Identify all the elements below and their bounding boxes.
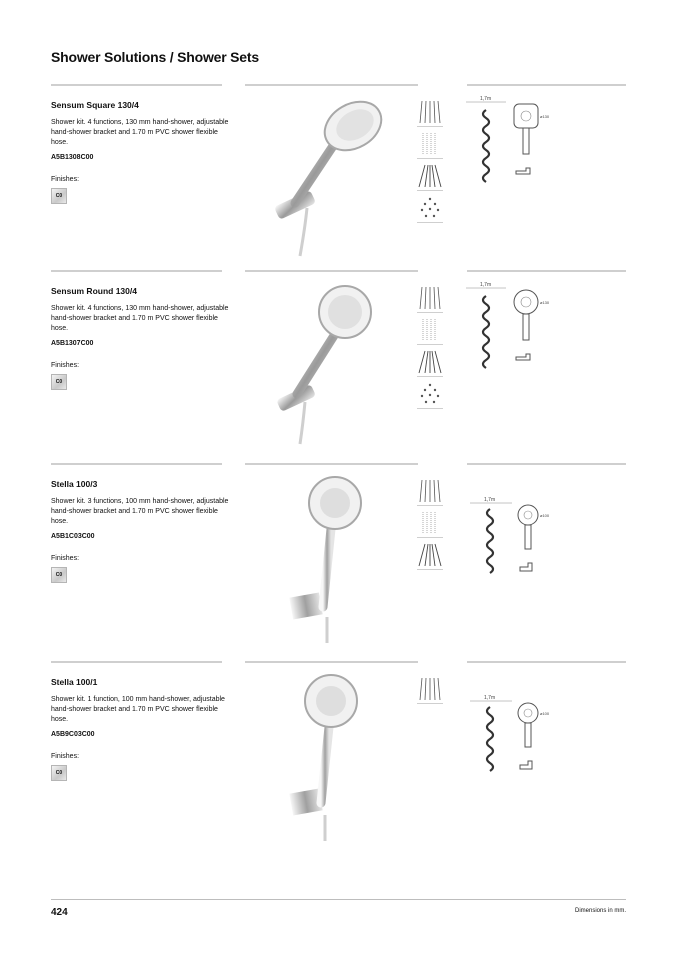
spray-mist-icon bbox=[417, 130, 443, 159]
hose-length-label: 1,7m bbox=[480, 96, 492, 102]
hose-length-label: 1,7m bbox=[484, 695, 496, 701]
finishes-label: Finishes: bbox=[51, 362, 80, 369]
spray-functions bbox=[417, 675, 445, 707]
finish-swatch: C0 bbox=[51, 567, 67, 583]
technical-drawing bbox=[466, 673, 566, 783]
spray-rain-icon bbox=[417, 284, 443, 313]
product-description: Shower kit. 1 function, 100 mm hand-shower, adjustable hand-shower bracket and 1.70 m PVC shower flexible hose. bbox=[51, 696, 225, 723]
hose-length-label: 1,7m bbox=[484, 497, 496, 503]
product-description: Shower kit. 4 functions, 130 mm hand-shower, adjustable hand-shower bracket and 1.70 m PVC shower flexible hose. bbox=[51, 119, 229, 146]
divider bbox=[467, 463, 626, 465]
page-number: 424 bbox=[51, 907, 68, 918]
spray-massage-icon bbox=[417, 541, 443, 570]
dimensions-note: Dimensions in mm. bbox=[574, 908, 626, 914]
divider bbox=[245, 270, 418, 272]
diameter-label: ø100 bbox=[540, 711, 550, 716]
spray-functions bbox=[417, 477, 445, 573]
finishes-label: Finishes: bbox=[51, 555, 80, 562]
spray-rain-icon bbox=[417, 98, 443, 127]
spray-drops-icon bbox=[417, 194, 443, 223]
spray-mist-icon bbox=[417, 509, 443, 538]
finishes-label: Finishes: bbox=[51, 176, 80, 183]
divider bbox=[245, 84, 418, 86]
spray-rain-icon bbox=[417, 477, 443, 506]
page-title: Shower Solutions / Shower Sets bbox=[51, 49, 259, 65]
divider bbox=[245, 463, 418, 465]
spray-functions bbox=[417, 98, 445, 226]
product-code: A5B1307C00 bbox=[51, 340, 94, 347]
hand-shower-stella-photo bbox=[245, 665, 405, 841]
technical-drawing bbox=[466, 96, 566, 206]
spray-massage-icon bbox=[417, 162, 443, 191]
divider bbox=[467, 270, 626, 272]
footer-divider bbox=[51, 899, 626, 900]
hand-shower-round-photo bbox=[245, 274, 405, 450]
product-name: Sensum Square 130/4 bbox=[51, 100, 139, 110]
product-name: Stella 100/1 bbox=[51, 677, 98, 687]
divider bbox=[467, 84, 626, 86]
technical-drawing bbox=[466, 475, 566, 585]
divider bbox=[51, 270, 222, 272]
divider bbox=[51, 463, 222, 465]
divider bbox=[51, 84, 222, 86]
divider bbox=[51, 661, 222, 663]
divider bbox=[245, 661, 418, 663]
spray-massage-icon bbox=[417, 348, 443, 377]
hose-length-label: 1,7m bbox=[480, 282, 492, 288]
product-name: Stella 100/3 bbox=[51, 479, 98, 489]
hand-shower-square-photo bbox=[245, 88, 405, 264]
product-code: A5B9C03C00 bbox=[51, 731, 95, 738]
product-code: A5B1308C00 bbox=[51, 154, 94, 161]
finishes-label: Finishes: bbox=[51, 753, 80, 760]
diameter-label: ø130 bbox=[540, 114, 550, 119]
spray-drops-icon bbox=[417, 380, 443, 409]
technical-drawing bbox=[466, 282, 566, 392]
diameter-label: ø130 bbox=[540, 300, 550, 305]
diameter-label: ø100 bbox=[540, 513, 550, 518]
finish-swatch: C0 bbox=[51, 765, 67, 781]
product-name: Sensum Round 130/4 bbox=[51, 286, 137, 296]
hand-shower-stella-photo bbox=[245, 467, 405, 643]
product-description: Shower kit. 4 functions, 130 mm hand-shower, adjustable hand-shower bracket and 1.70 m PVC shower flexible hose. bbox=[51, 305, 229, 332]
spray-functions bbox=[417, 284, 445, 412]
spray-rain-icon bbox=[417, 675, 443, 704]
product-description: Shower kit. 3 functions, 100 mm hand-shower, adjustable hand-shower bracket and 1.70 m PVC shower flexible hose. bbox=[51, 498, 229, 525]
finish-swatch: C0 bbox=[51, 374, 67, 390]
spray-mist-icon bbox=[417, 316, 443, 345]
divider bbox=[467, 661, 626, 663]
product-code: A5B1C03C00 bbox=[51, 533, 95, 540]
finish-swatch: C0 bbox=[51, 188, 67, 204]
